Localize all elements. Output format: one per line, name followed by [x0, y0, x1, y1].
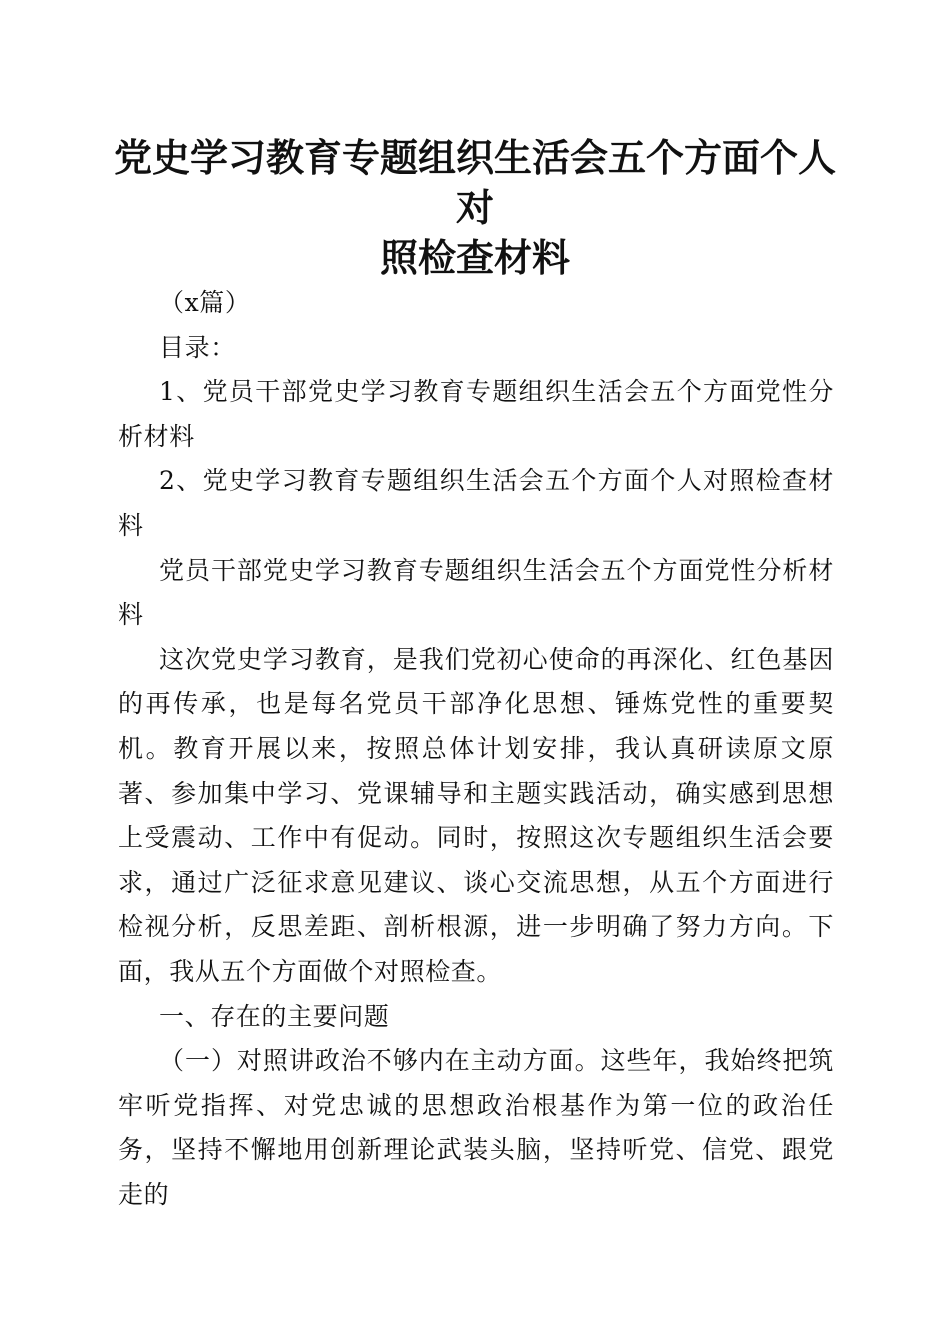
document-title: [100, 133, 850, 283]
toc-item-1: 1、党员干部党史学习教育专题组织生活会五个方面党性分析材料: [118, 377, 834, 451]
section-heading: 一、存在的主要问题: [159, 1001, 390, 1031]
toc-label: 目录：: [159, 332, 236, 362]
toc-item-2: 2、党史学习教育专题组织生活会五个方面个人对照检查材料: [118, 466, 834, 540]
title-line-1: 党史学习教育专题组织生活会五个方面个人对: [113, 135, 836, 230]
subsection-paragraph: （一）对照讲政治不够内在主动方面。这些年，我始终把筑牢听党指挥、对党忠诚的思想政治根基作为第一位的政治任务，坚持不懈地用创新理论武装头脑，坚持听党、信党、跟党走的: [118, 1046, 834, 1209]
article-title: 党员干部党史学习教育专题组织生活会五个方面党性分析材料: [118, 555, 834, 630]
title-line-2: 照检查材料: [379, 235, 570, 280]
count-note: （x篇）: [159, 288, 251, 317]
intro-paragraph: 这次党史学习教育，是我们党初心使命的再深化、红色基因的再传承，也是每名党员干部净化思想、锤炼党性的重要契机。教育开展以来，按照总体计划安排，我认真研读原文原著、参加集中学习、党课辅导和主题实践活动，确实感到思想上受震动、工作中有促动。同时，按照这次专题组织生活会要求，通过广泛征求意见建议、谈心交流思想，从五个方面进行检视分析，反思差距、剖析根源，进一步明确了努力方向。下面，我从五个方面做个对照检查。: [118, 644, 834, 986]
document-body: [118, 281, 834, 1217]
